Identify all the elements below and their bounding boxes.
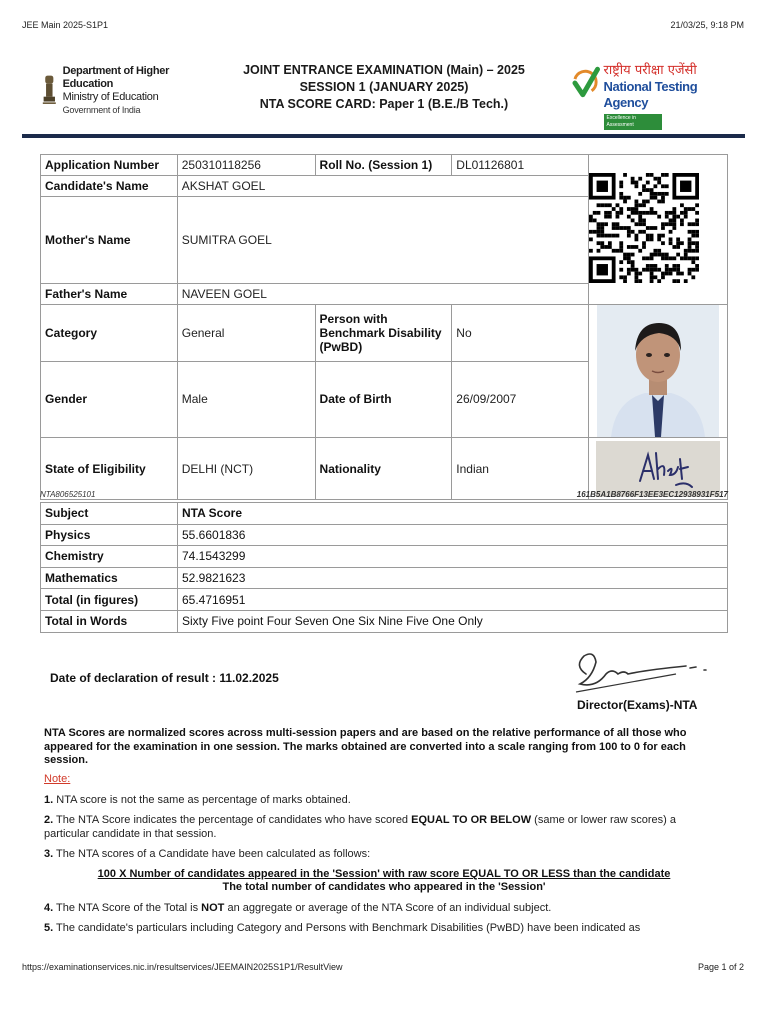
print-header-datetime: 21/03/25, 9:18 PM (670, 20, 744, 30)
nta-tagline: Excellence in Assessment (604, 114, 662, 130)
score-explanation: NTA Scores are normalized scores across multi-session papers and are based on the relative performance of all those who appeared for the examination in one session. The marks obtained are converted into a scale ranging from 100 to 0 for each session. (44, 727, 687, 766)
department-of-higher-education-logo (42, 66, 192, 116)
state-value: DELHI (NCT) (177, 438, 315, 500)
dob-label: Date of Birth (315, 361, 452, 437)
note-text: The candidate's particulars including Category and Persons with Benchmark Disabilities (PwBD) have been indicated as (56, 922, 641, 934)
category-label: Category (41, 305, 178, 362)
nta-hindi-name: राष्ट्रीय परीक्षा एजेंसी (603, 63, 697, 78)
note-text: an aggregate or average of the NTA Score of an individual subject. (224, 902, 552, 914)
nta-checkmark-icon (572, 63, 600, 101)
application-number-value: 250310118256 (177, 155, 315, 176)
gender-label: Gender (41, 361, 178, 437)
note-text: (same or lower raw scores) a particular candidate in that session. (44, 814, 676, 840)
header-divider (22, 134, 745, 138)
scorecard-title (200, 62, 568, 113)
candidate-name-value: AKSHAT GOEL (177, 176, 588, 197)
application-number-label: Application Number (41, 155, 178, 176)
note-heading: Note: (44, 773, 71, 785)
state-label: State of Eligibility (41, 438, 178, 500)
reference-number: NTA806525101 (40, 490, 96, 499)
director-signature (566, 644, 716, 696)
scorecard-paper-title: NTA SCORE CARD: Paper 1 (B.E./B Tech.) (259, 97, 509, 111)
subject-cell: Mathematics (41, 567, 178, 589)
ministry-name: Ministry of Education (62, 91, 159, 103)
print-header-title: JEE Main 2025-S1P1 (22, 20, 109, 30)
note-number: 3. (44, 848, 54, 860)
note-text: The NTA Score of the Total is (56, 902, 202, 914)
subject-cell: Chemistry (41, 546, 178, 568)
subject-cell: Total (in figures) (41, 589, 178, 611)
table-row (41, 589, 728, 611)
nationality-value: Indian (452, 438, 589, 500)
exam-title: JOINT ENTRANCE EXAMINATION (Main) – 2025 (243, 63, 525, 77)
score-cell: 74.1543299 (178, 546, 728, 568)
note-number: 2. (44, 814, 54, 826)
note-text: NTA score is not the same as percentage of marks obtained. (56, 794, 351, 806)
note-emphasis: EQUAL TO OR BELOW (411, 814, 532, 826)
subject-cell: Total in Words (41, 610, 178, 632)
note-item (44, 848, 724, 862)
formula-numerator: 100 X Number of candidates appeared in the 'Session' with raw score EQUAL TO OR LESS than the candidate (97, 868, 671, 880)
table-row (41, 524, 728, 546)
mother-name-value: SUMITRA GOEL (177, 197, 588, 284)
nta-score-header: NTA Score (178, 503, 728, 525)
dob-value: 26/09/2007 (452, 361, 589, 437)
note-item (44, 794, 724, 808)
candidate-signature (596, 441, 720, 497)
table-header-row (41, 503, 728, 525)
nationality-label: Nationality (315, 438, 452, 500)
score-cell: 55.6601836 (178, 524, 728, 546)
note-text: The NTA scores of a Candidate have been calculated as follows: (56, 848, 371, 860)
score-cell: Sixty Five point Four Seven One Six Nine Five One Only (178, 610, 728, 632)
table-row (41, 546, 728, 568)
score-table (40, 502, 728, 633)
table-row (41, 610, 728, 632)
verification-hash: 161B5A1B8766F13EE3EC12938931F517 (576, 490, 728, 499)
nta-score-formula (44, 868, 724, 893)
table-row (41, 155, 728, 176)
dhe-name: Department of Higher Education (62, 65, 170, 90)
roll-number-value: DL01126801 (452, 155, 589, 176)
note-item (44, 922, 724, 936)
note-item (44, 814, 724, 841)
formula-denominator: The total number of candidates who appeared in the 'Session' (222, 880, 546, 893)
score-cell: 52.9821623 (178, 567, 728, 589)
page-number: Page 1 of 2 (697, 962, 744, 972)
national-emblem-icon (42, 70, 57, 112)
photo-cell (589, 305, 728, 438)
note-emphasis: NOT (201, 902, 225, 914)
note-number: 4. (44, 902, 54, 914)
note-number: 1. (44, 794, 54, 806)
pwbd-label: Person with Benchmark Disability (PwBD) (315, 305, 452, 362)
father-name-value: NAVEEN GOEL (177, 284, 588, 305)
subject-header: Subject (41, 503, 178, 525)
qr-code-icon (589, 173, 699, 283)
subject-cell: Physics (41, 524, 178, 546)
candidate-details-table (40, 154, 728, 500)
session-title: SESSION 1 (JANUARY 2025) (299, 80, 469, 94)
result-url-link[interactable]: https://examinationservices.nic.in/resultservices/JEEMAIN2025S1P1/ResultView (22, 962, 343, 972)
table-row (41, 305, 728, 362)
note-text: The NTA Score indicates the percentage of candidates who have scored (56, 814, 412, 826)
nta-logo (572, 63, 742, 128)
pwbd-value: No (452, 305, 589, 362)
note-item (44, 902, 724, 916)
candidate-photo (597, 305, 719, 437)
note-number: 5. (44, 922, 54, 934)
father-name-label: Father's Name (41, 284, 178, 305)
nta-english-name: National Testing Agency (603, 79, 698, 110)
category-value: General (177, 305, 315, 362)
director-designation: Director(Exams)-NTA (577, 698, 698, 712)
table-row (41, 567, 728, 589)
roll-number-label: Roll No. (Session 1) (315, 155, 452, 176)
candidate-name-label: Candidate's Name (41, 176, 178, 197)
declaration-date: Date of declaration of result : 11.02.2025 (50, 671, 279, 685)
mother-name-label: Mother's Name (41, 197, 178, 284)
gender-value: Male (177, 361, 315, 437)
score-cell: 65.4716951 (178, 589, 728, 611)
qr-cell (589, 155, 728, 305)
government-name: Government of India (62, 105, 141, 115)
